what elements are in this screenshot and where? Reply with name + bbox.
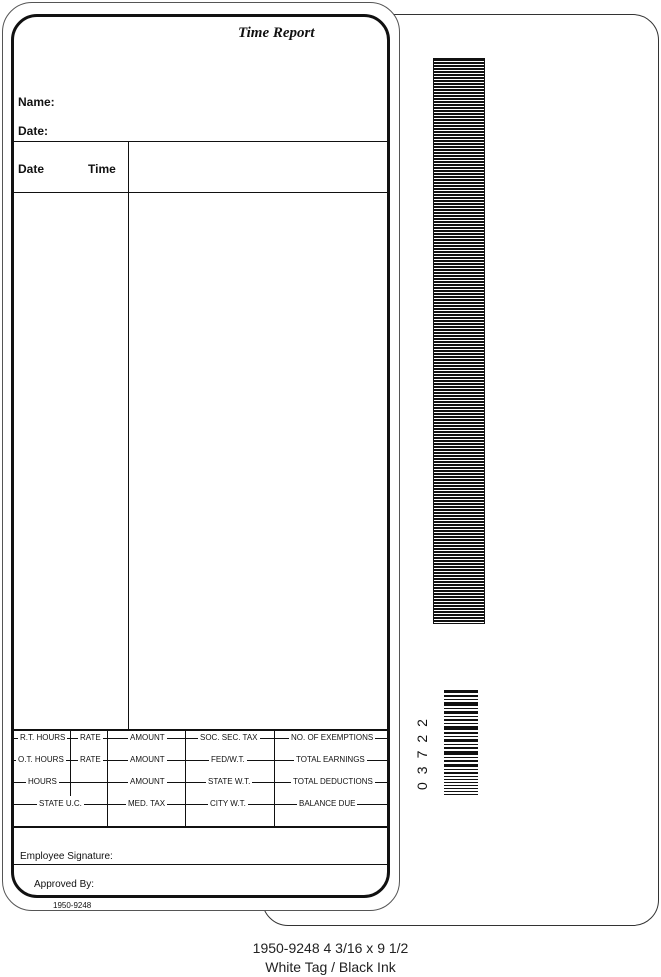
caption-line-2: White Tag / Black Ink — [265, 959, 396, 975]
ot-hours-label: O.T. HOURS — [18, 755, 64, 764]
med-tax-label: MED. TAX — [128, 799, 166, 808]
name-label: Name: — [18, 95, 55, 109]
total-earnings-label: TOTAL EARNINGS — [296, 755, 365, 764]
time-card-border — [11, 14, 390, 898]
approved-by-label: Approved By: — [34, 879, 95, 890]
employee-signature-label: Employee Signature: — [20, 851, 113, 862]
form-number: 1950-9248 — [53, 901, 92, 910]
payroll-vline-2 — [107, 731, 108, 826]
col-date-header: Date — [18, 162, 45, 176]
caption-line-1: 1950-9248 4 3/16 x 9 1/2 — [252, 940, 409, 956]
ot-amount-label: AMOUNT — [130, 755, 165, 764]
signature-divider — [13, 864, 389, 865]
payroll-vline-1 — [70, 731, 71, 796]
date-label: Date: — [18, 124, 49, 138]
ot-rate-label: RATE — [80, 755, 101, 764]
payroll-vline-3 — [185, 731, 186, 826]
balance-due-label: BALANCE DUE — [299, 799, 356, 808]
barcode-icon — [444, 690, 478, 796]
state-uc-label: STATE U.C. — [39, 799, 82, 808]
column-divider — [128, 142, 129, 730]
amount-label: AMOUNT — [130, 777, 165, 786]
magnetic-stripe — [433, 58, 485, 624]
soc-sec-tax-label: SOC. SEC. TAX — [200, 733, 258, 742]
rt-rate-label: RATE — [80, 733, 101, 742]
rt-amount-label: AMOUNT — [130, 733, 165, 742]
rt-hours-label: R.T. HOURS — [20, 733, 66, 742]
total-deductions-label: TOTAL DEDUCTIONS — [293, 777, 373, 786]
city-wt-label: CITY W.T. — [210, 799, 246, 808]
payroll-vline-4 — [274, 731, 275, 826]
column-header-divider — [13, 192, 389, 193]
state-wt-label: STATE W.T. — [208, 777, 251, 786]
hours-label: HOURS — [28, 777, 57, 786]
fed-wt-label: FED/W.T. — [211, 755, 245, 764]
card-title: Time Report — [238, 25, 315, 41]
barcode-number: 03722 — [414, 711, 430, 790]
exemptions-label: NO. OF EXEMPTIONS — [291, 733, 374, 742]
header-divider — [13, 141, 389, 142]
signature-top-line — [13, 826, 389, 828]
col-time-header: Time — [88, 162, 116, 176]
